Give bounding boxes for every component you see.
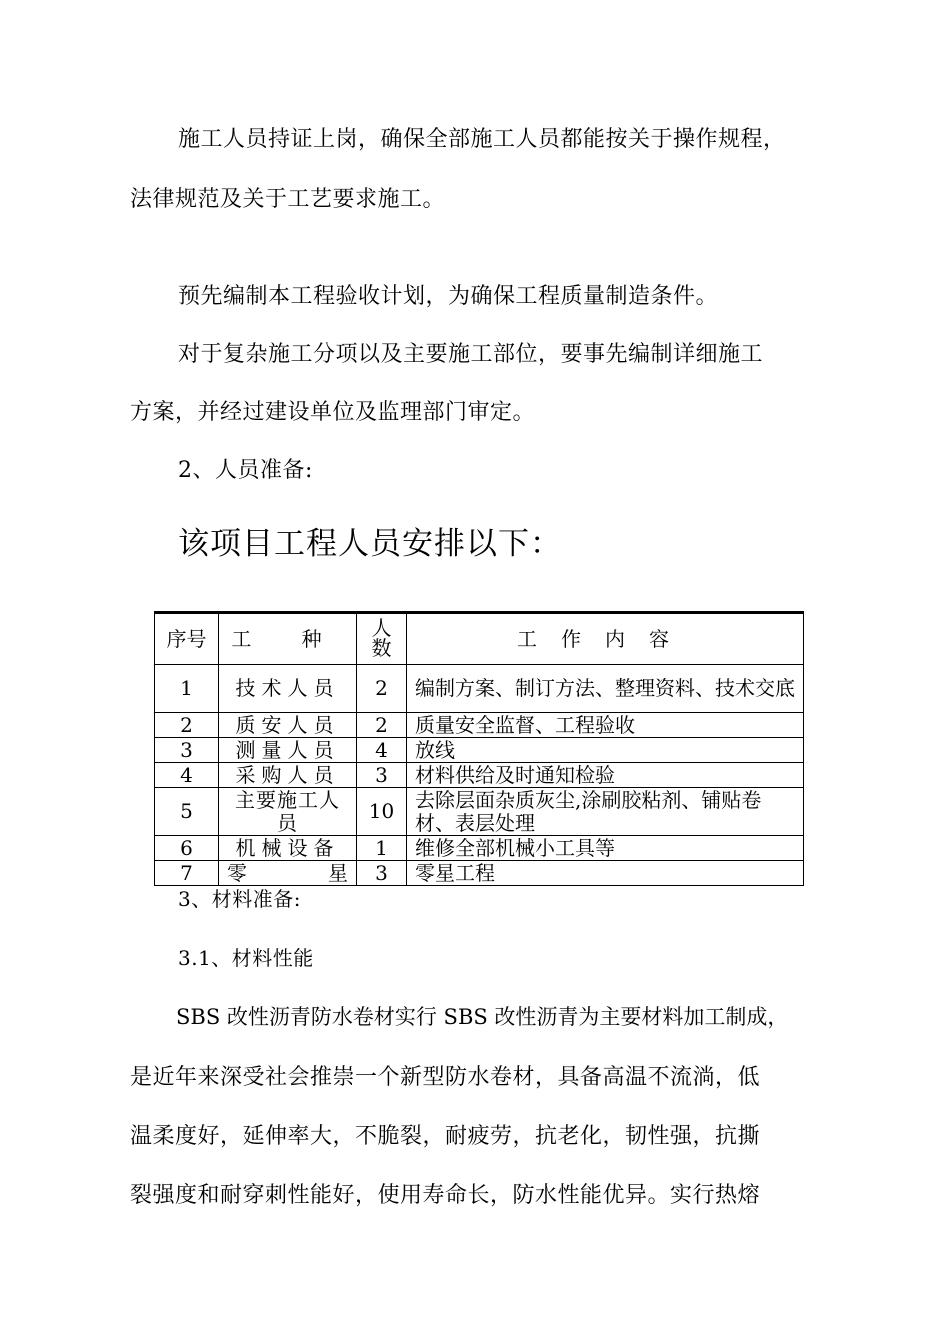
cell-type: 主要施工人员 [219, 788, 357, 836]
table-row [155, 665, 804, 713]
cell-no: 7 [155, 861, 219, 886]
paragraph-line: 方案，并经过建设单位及监理部门审定。 [130, 400, 536, 425]
header-count [357, 613, 407, 665]
cell-type: 质安人员 [219, 713, 357, 738]
cell-count: 2 [357, 713, 407, 738]
subsection-heading: 3.1、材料性能 [178, 946, 314, 970]
cell-no: 2 [155, 713, 219, 738]
table-row [155, 861, 804, 886]
cell-count: 3 [357, 763, 407, 788]
paragraph-line: 施工人员持证上岗，确保全部施工人员都能按关于操作规程， [178, 127, 786, 152]
cell-no: 6 [155, 836, 219, 861]
cell-work: 放线 [407, 738, 804, 763]
table-row [155, 788, 804, 836]
paragraph-line: 温柔度好，延伸率大，不脆裂，耐疲劳，抗老化，韧性强，抗撕 [130, 1124, 761, 1149]
table-header-row [155, 613, 804, 665]
header-no: 序号 [155, 613, 219, 665]
cell-type: 技术人员 [219, 665, 357, 713]
cell-type: 机械设备 [219, 836, 357, 861]
header-count-top: 人 [371, 616, 392, 640]
table-row [155, 836, 804, 861]
cell-work: 材料供给及时通知检验 [407, 763, 804, 788]
cell-work: 维修全部机械小工具等 [407, 836, 804, 861]
paragraph-line: 预先编制本工程验收计划，为确保工程质量制造条件。 [178, 284, 719, 309]
cell-count: 1 [357, 836, 407, 861]
staff-table [154, 611, 804, 886]
cell-no: 5 [155, 788, 219, 836]
cell-count: 3 [357, 861, 407, 886]
header-work: 工作内容 [407, 613, 804, 665]
cell-type: 测量人员 [219, 738, 357, 763]
cell-work: 编制方案、制订方法、整理资料、技术交底 [407, 665, 804, 713]
cell-no: 4 [155, 763, 219, 788]
cell-count: 10 [357, 788, 407, 836]
cell-count: 2 [357, 665, 407, 713]
page-title: 该项目工程人员安排以下： [178, 526, 562, 562]
paragraph-line: SBS 改性沥青防水卷材实行 SBS 改性沥青为主要材料加工制成， [176, 1005, 789, 1029]
header-type: 工 种 [219, 613, 357, 665]
cell-type: 零星 [219, 861, 357, 886]
cell-work: 零星工程 [407, 861, 804, 886]
paragraph-line: 裂强度和耐穿刺性能好，使用寿命长，防水性能优异。实行热熔 [130, 1183, 761, 1208]
header-count-bottom: 数 [371, 636, 392, 660]
paragraph-line: 法律规范及关于工艺要求施工。 [130, 187, 446, 212]
cell-no: 3 [155, 738, 219, 763]
section-heading: 3、材料准备: [178, 887, 301, 911]
cell-work: 去除层面杂质灰尘,涂刷胶粘剂、铺贴卷材、表层处理 [407, 788, 804, 836]
table-row [155, 763, 804, 788]
paragraph-line: 对于复杂施工分项以及主要施工部位，要事先编制详细施工 [178, 342, 764, 367]
paragraph-line: 是近年来深受社会推崇一个新型防水卷材，具备高温不流淌，低 [130, 1065, 761, 1090]
table-row [155, 713, 804, 738]
cell-count: 4 [357, 738, 407, 763]
cell-no: 1 [155, 665, 219, 713]
cell-type: 采购人员 [219, 763, 357, 788]
cell-work: 质量安全监督、工程验收 [407, 713, 804, 738]
section-heading: 2、人员准备: [178, 458, 313, 483]
table-row [155, 738, 804, 763]
